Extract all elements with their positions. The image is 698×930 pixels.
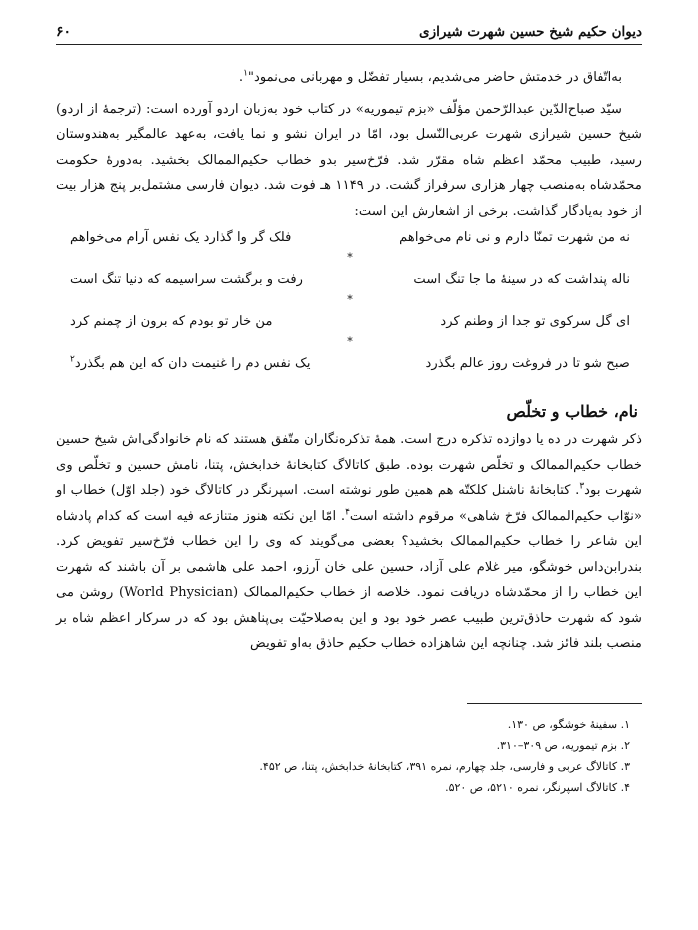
hemistich-2: [70, 356, 339, 371]
hemistich-1: نه من شهرت تمنّا دارم و نی نام می‌خواهم: [399, 229, 630, 245]
hemistich-2: من خار تو بودم که برون از چمنم کرد: [70, 313, 273, 329]
verse: [70, 224, 630, 250]
footnote: ۱. سفینهٔ خوشگو، ص ۱۳۰.: [507, 717, 630, 731]
verse: [70, 308, 630, 334]
paragraph-text: ذکر شهرت در ده یا دوازده تذکره درج است. همهٔ تذکره‌نگاران متّفق هستند که نام خانوادگی‌اش شیخ حسین خطاب حکیم‌الممالک و تخلّص شهرت بوده. طبق کاتالاگ کتابخانهٔ خدابخش، پتنا، نامش حسین و تخلّص وی شهرت بود: [56, 432, 642, 498]
verse-separator: *: [347, 293, 353, 306]
verse-separator: *: [347, 251, 353, 264]
footnotes: [56, 714, 642, 798]
verse-separator: *: [347, 335, 353, 348]
paragraph-text: به‌اتّفاق در خدمتش حاضر می‌شدیم، بسیار تفضّل و مهربانی می‌نمود": [247, 70, 622, 85]
paragraph-names-titles: [56, 427, 642, 657]
book-title: دیوان حکیم شیخ حسین شهرت شیرازی: [419, 24, 642, 40]
footnote-ref: ۱: [243, 68, 248, 79]
hemistich-text: یک نفس دم را غنیمت دان که این هم بگذرد: [74, 355, 311, 371]
paragraph-bazm-timuriya: سیّد صباح‌الدّین عبدالرّحمن مؤلّف «بزم تیموریه» در کتاب خود به‌زبان اردو آورده است: (ترجمهٔ از اردو) شیخ حسین شیرازی شهرت عربی‌النّسل بود، امّا در ایران نشو و نما یافت، به‌عهد عالمگیر به‌هندوستان رسید، طبیب محمّد اعظم شاه مقرّر شد. فرّخ‌سیر بدو خطاب حکیم‌الممالک بخشید. به‌دورهٔ حکومت محمّدشاه به‌منصب چهار هزاری سرفراز گشت. در ۱۱۴۹ هـ فوت شد. دیوان فارسی مشتمل‌بر پنج هزار بیت از خود به‌یادگار گذاشت. برخی از اشعارش این است:: [56, 101, 642, 219]
paragraph-quote-end: [56, 65, 642, 91]
hemistich-2: رفت و برگشت سراسیمه که دنیا تنگ است: [70, 271, 303, 287]
section-heading: نام، خطاب و تخلّص: [506, 402, 638, 421]
footnote-ref: ۲: [70, 354, 75, 365]
paragraph-text: . کتابخانهٔ ناشنل کلکتّه هم همین طور نوشته است. اسپرنگر در کاتالاگ خود (جلد اوّل) خطاب او «نوّاب حکیم‌الممالک فرّخ شاهی» مرقوم داشته است: [56, 483, 642, 524]
poem: [70, 224, 630, 376]
hemistich-1: ناله پنداشت که در سینهٔ ما جا تنگ است: [413, 271, 630, 287]
footnote: ۴. کاتالاگ اسپرنگر، نمره ۵۲۱۰، ص ۵۲۰.: [445, 780, 630, 794]
hemistich-1: ای گل سرکوی تو جدا از وطنم کرد: [440, 313, 630, 329]
footnote-rule: [467, 703, 642, 704]
footnote-ref: ۴: [345, 507, 350, 518]
verse: [70, 350, 630, 376]
footnote-ref: ۳: [579, 481, 585, 492]
hemistich-1: صبح شو تا در فروغت روز عالم بگذرد: [425, 355, 630, 371]
page-number: ۶۰: [56, 24, 72, 40]
paragraph-tail: .: [238, 70, 244, 85]
footnote: ۲. بزم تیموریه، ص ۳۰۹–۳۱۰.: [496, 738, 630, 752]
document-page: [56, 18, 642, 798]
paragraph-text: . امّا این نکته هنوز متنازعه فیه است که کدام پادشاه این شاعر را خطاب حکیم‌الممالک بخشید؟ بعضی می‌گویند که وی را این خطاب فرّخ‌سیر تفویض کرد. بندرابن‌داس خوشگو، میر غلام علی آزاد، حسین علی خان آرزو، احمد علی هاشمی بر آن باشند که شهرت این خطاب را از محمّدشاه دریافت نمود. خلاصه از خطاب حکیم‌الممالک (World Physician) روشن می شود که شهرت حاذق‌ترین طبیب عصر خود بود و این به‌صلاحیّت بی‌پناهش بود که در سرکار اعظم شاه بر منصب بلند فائز شد. چنانچه این شاهزاده خطاب حکیم حاذق به‌او تفویض: [56, 508, 643, 651]
running-header: [56, 18, 642, 45]
verse: [70, 266, 630, 292]
hemistich-2: فلک گر وا گذارد یک نفس آرام می‌خواهم: [70, 229, 292, 245]
footnote: ۳. کاتالاگ عربی و فارسی، جلد چهارم، نمره ۳۹۱، کتابخانهٔ خدابخش، پتنا، ص ۴۵۲.: [259, 759, 630, 773]
